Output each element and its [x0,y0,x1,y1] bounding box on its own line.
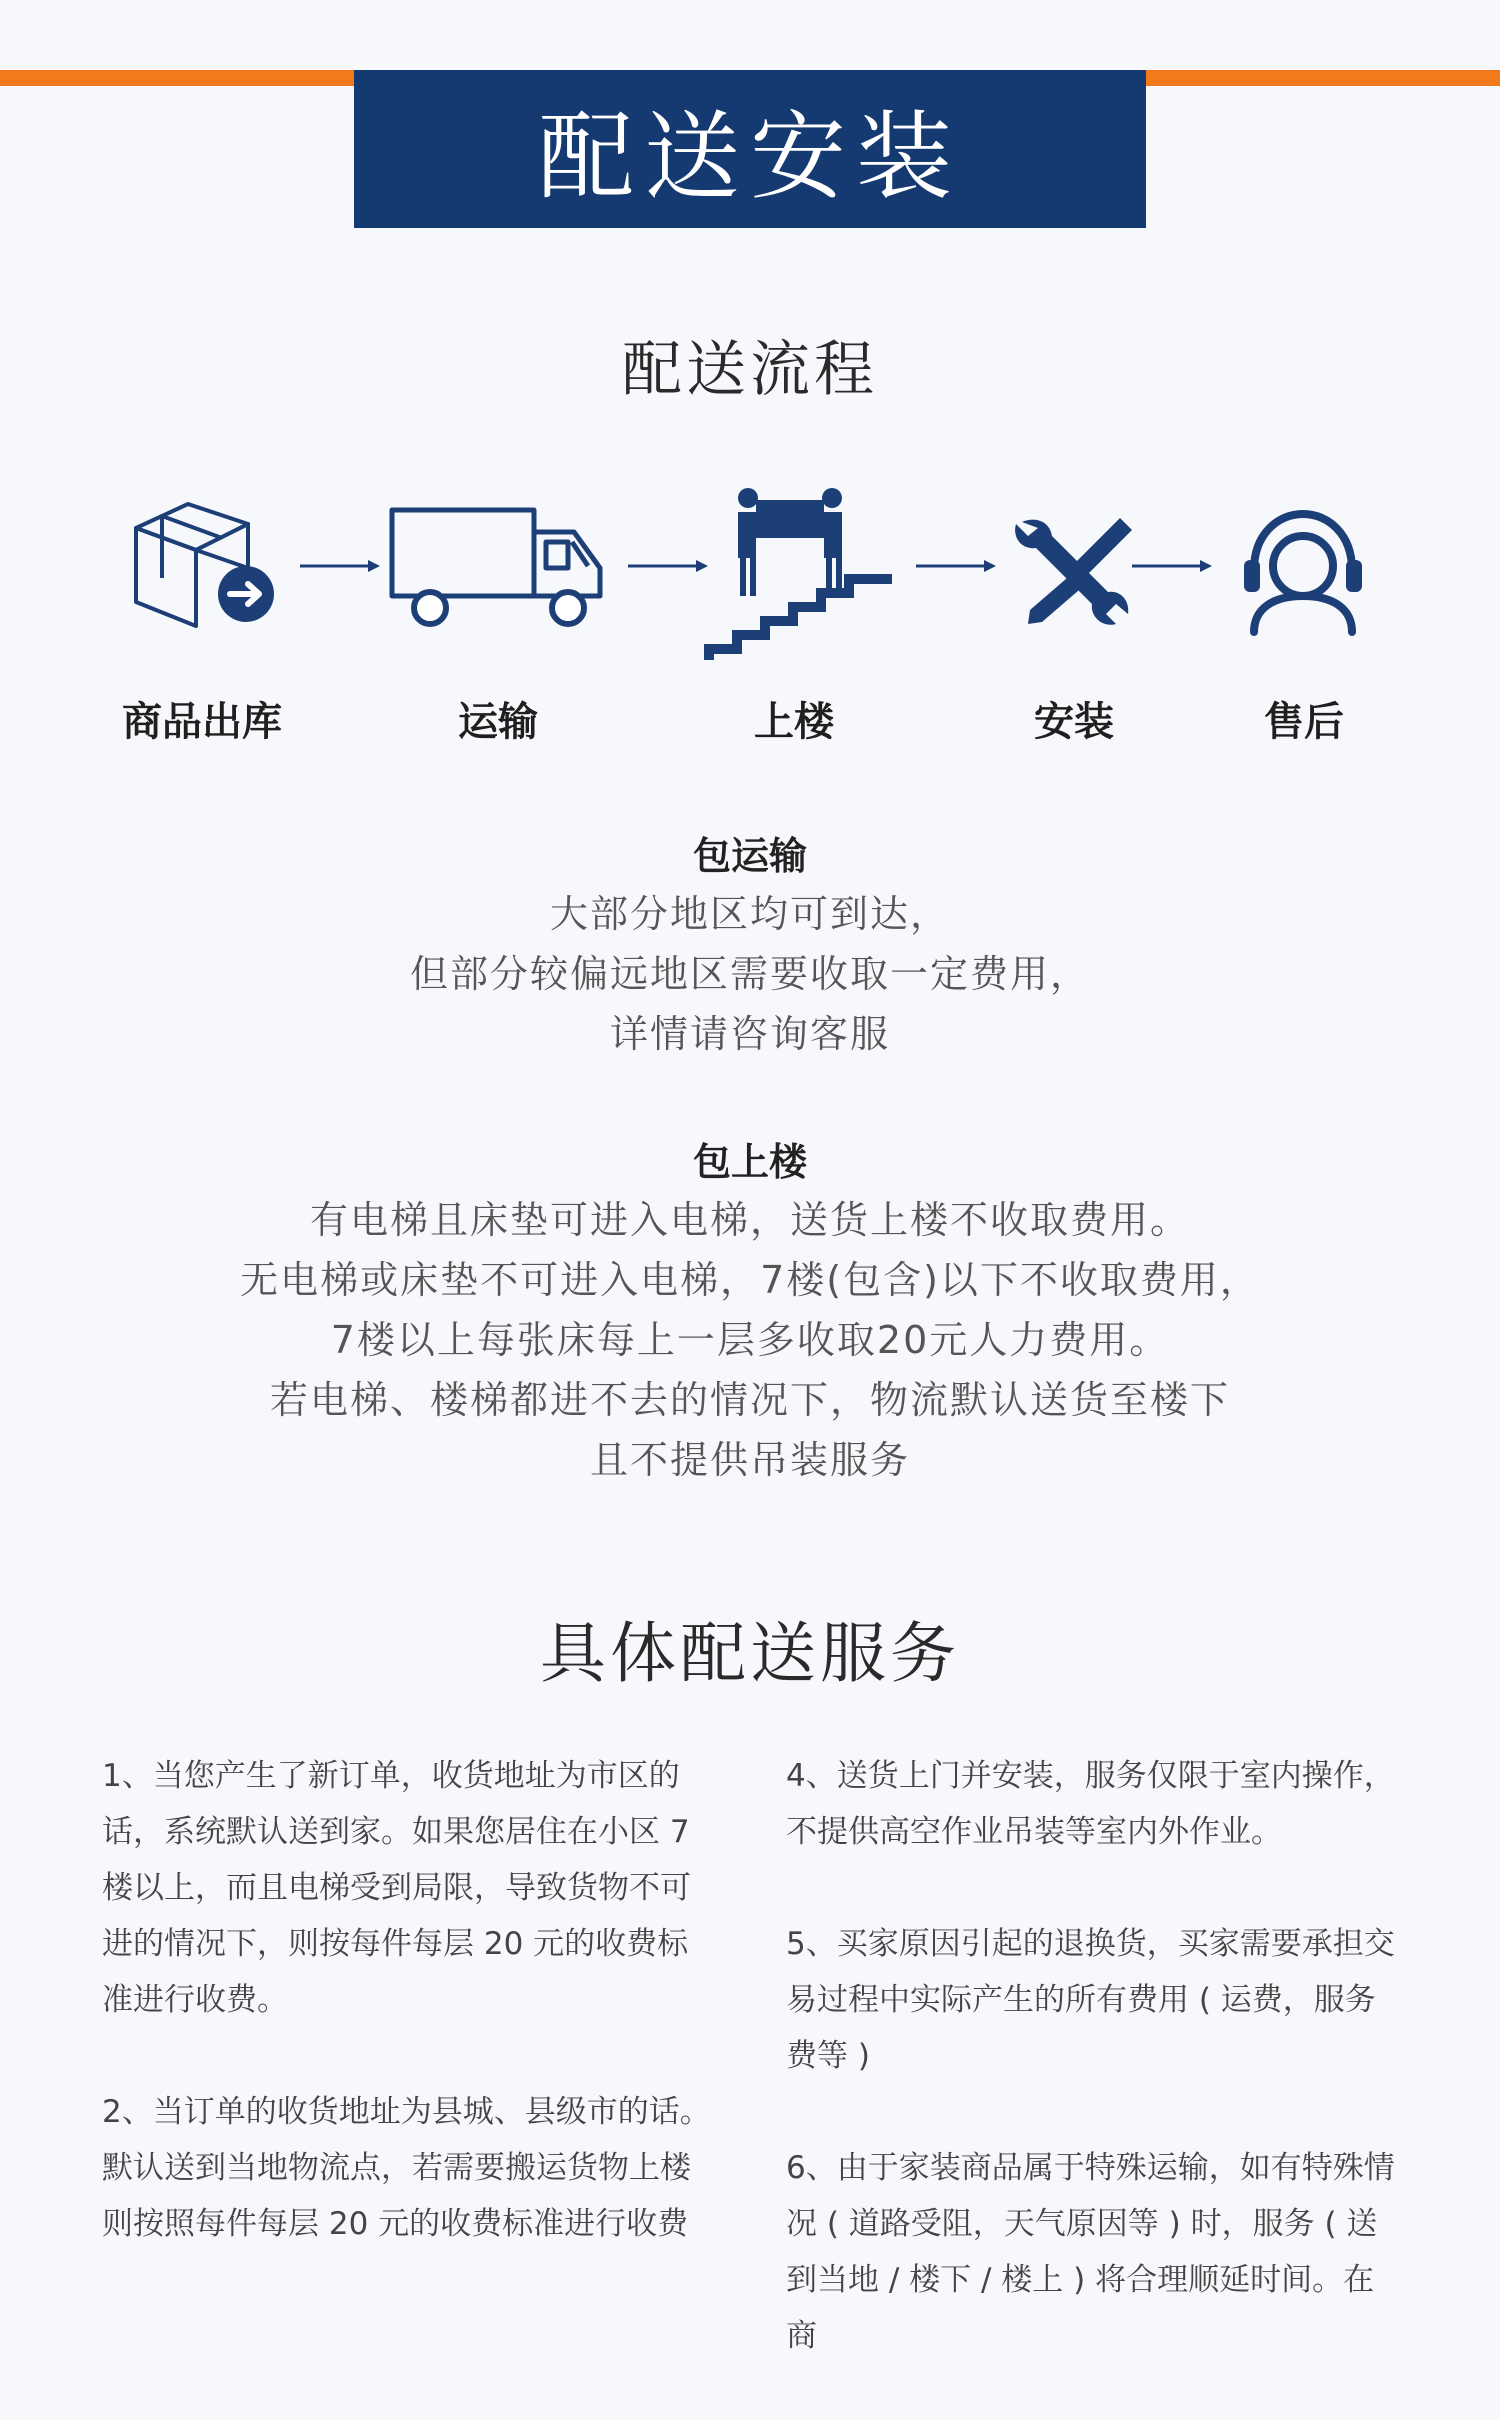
upstairs-info [0,1134,1500,1490]
page-title-banner [354,70,1146,228]
services-left-column [102,1748,712,2308]
arrow-icon [626,552,710,580]
service-item: 4、送货上门并安装，服务仅限于室内操作，不提供高空作业吊装等室内外作业。 [786,1758,1395,1850]
truck-icon [388,506,610,632]
arrow-icon [298,552,382,580]
service-item: 2、当订单的收货地址为县城、县级市的话。默认送到当地物流点，若需要搬运货物上楼则按照每件每层 20 元的收费标准进行收费 [102,2094,711,2242]
flow-step-label: 商品出库 [122,699,282,745]
flow-step-label: 安装 [1034,699,1114,745]
flow-step-label: 售后 [1264,699,1344,745]
service-item: 1、当您产生了新订单，收货地址为市区的话，系统默认送到家。如果您居住在小区 7 楼以上，而且电梯受到局限，导致货物不可进的情况下，则按每件每层 20 元的收费标准进行收费。 [102,1758,691,2018]
transport-line: 详情请咨询客服 [609,1012,890,1056]
headset-icon [1240,508,1366,636]
arrow-icon [1130,552,1214,580]
service-item: 6、由于家装商品属于特殊运输，如有特殊情况 ( 道路受阻，天气原因等 ) 时，服务 ( 送到当地 / 楼下 / 楼上 ) 将合理顺延时间。在商 [786,2150,1395,2354]
stairs-carry-icon [704,484,894,664]
box-out-icon [128,498,278,632]
upstairs-line: 无电梯或床垫不可进入电梯，7楼(包含)以下不收取费用， [240,1258,1260,1302]
tools-icon [1012,516,1134,626]
upstairs-line: 7楼以上每张床每上一层多收取20元人力费用。 [330,1318,1170,1362]
page-title: 配送安装 [538,100,962,213]
service-item: 5、买家原因引起的退换货，买家需要承担交易过程中实际产生的所有费用 ( 运费，服务费等 ) [786,1926,1395,2074]
flow-step-label: 运输 [458,699,538,745]
upstairs-line: 若电梯、楼梯都进不去的情况下，物流默认送货至楼下 [269,1378,1230,1422]
upstairs-line: 且不提供吊装服务 [589,1438,910,1482]
services-section-title: 具体配送服务 [540,1615,960,1692]
upstairs-line: 有电梯且床垫可进入电梯，送货上楼不收取费用。 [309,1198,1190,1242]
flow-section-title: 配送流程 [622,335,878,405]
transport-info [0,828,1500,1064]
transport-line: 但部分较偏远地区需要收取一定费用， [409,952,1090,996]
transport-line: 大部分地区均可到达， [549,892,950,936]
flow-step-label: 上楼 [754,699,834,745]
upstairs-heading: 包上楼 [692,1140,807,1184]
services-right-column [786,1748,1396,2420]
transport-heading: 包运输 [692,834,807,878]
arrow-icon [914,552,998,580]
